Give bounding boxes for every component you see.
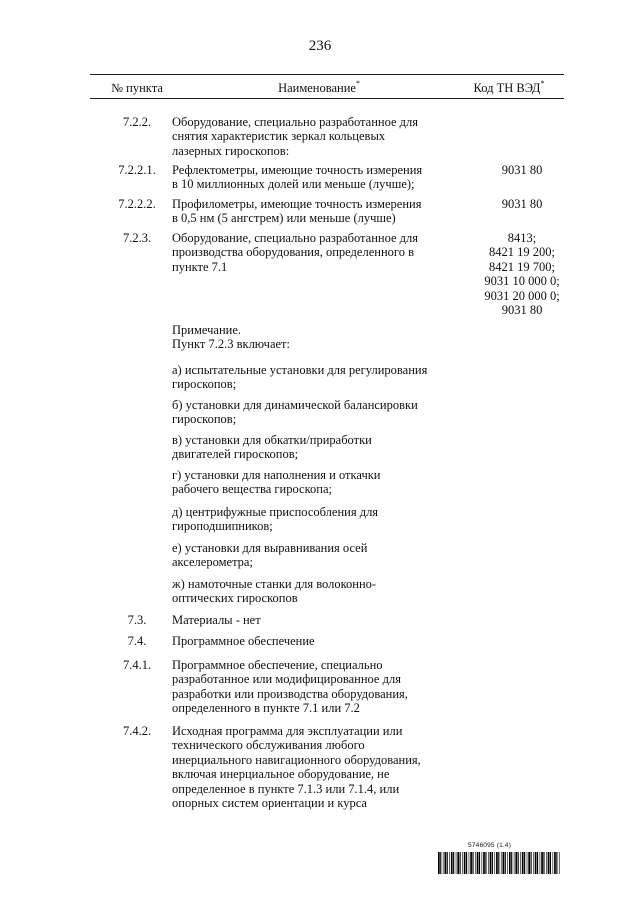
item-name-line: опорных систем ориентации и курса [172,796,367,811]
item-name-line: в) установки для обкатки/приработки [172,433,372,447]
item-name-line: гироподшипников; [172,519,273,534]
item-name-line: разработки или производства оборудования, [172,686,408,701]
header-item-number-label: № пункта [111,81,163,95]
item-name-line: Примечание. [172,323,242,337]
item-name-line: Профилометры, имеющие точность измерения [172,197,422,211]
item-number: 7.4. [127,634,147,648]
header-name [184,80,454,96]
tn-ved-code-line: 9031 80 [501,303,543,318]
tn-ved-code-line: 9031 80 [501,163,543,177]
item-name [172,658,442,716]
item-name-line: в 10 миллионных долей или меньше (лучше); [172,177,415,192]
item-name-line: гироскопов; [172,412,237,427]
tn-ved-code-line: 9031 20 000 0; [484,288,560,303]
item-name-line: б) установки для динамической балансировки [172,398,418,412]
item-number: 7.2.2.1. [118,163,156,177]
item-name-line: определенное в пункте 7.1.3 или 7.1.4, или [172,781,400,796]
item-name [172,197,442,226]
item-number: 7.2.2.2. [118,197,156,211]
header-bottom-rule [90,98,564,99]
item-name-line: Пункт 7.2.3 включает: [172,337,290,352]
barcode-image [438,852,562,874]
item-name-line: двигателей гироскопов; [172,447,299,462]
item-name-line: пункте 7.1 [172,259,228,274]
item-name [172,115,442,158]
item-name [172,613,442,627]
tn-ved-code-line: 8421 19 200; [489,245,555,260]
item-name-line: ж) намоточные станки для волоконно- [172,577,377,591]
item-name [172,231,442,274]
header-name-footnote-mark: * [355,79,360,88]
header-tn-ved-code [454,80,564,96]
item-name [172,433,442,462]
item-number: 7.2.3. [122,231,152,245]
item-number: 7.3. [127,613,147,627]
item-name-line: инерциального навигационного оборудования, [172,752,421,767]
item-name [172,724,442,810]
item-number: 7.4.1. [122,658,152,672]
item-name-line: г) установки для наполнения и откачки [172,468,381,482]
item-number: 7.2.2. [122,115,152,129]
item-name [172,398,442,427]
item-name-line: снятия характеристик зеркал кольцевых [172,129,386,144]
item-name-line: д) центрифужные приспособления для [172,505,379,519]
item-name-line: акселерометра; [172,555,253,570]
item-name-line: включая инерциальное оборудование, не [172,767,390,782]
page-number: 236 [308,38,332,54]
item-name [172,323,442,352]
item-name-line: Программное обеспечение [172,634,315,648]
item-name-line: рабочего вещества гироскопа; [172,482,332,497]
tn-ved-code-line: 8421 19 700; [489,259,555,274]
item-name-line: разработанное или модифицированное для [172,672,401,687]
item-name [172,634,442,648]
tn-ved-code-line: 9031 80 [501,197,543,211]
item-name [172,577,442,606]
item-name-line: Оборудование, специально разработанное для [172,115,419,129]
item-name-line: Материалы - нет [172,613,261,627]
item-name-line: определенного в пункте 7.1 или 7.2 [172,701,360,716]
tn-ved-code-line: 9031 10 000 0; [484,274,560,289]
item-name-line: Программное обеспечение, специально [172,658,383,672]
item-name-line: Оборудование, специально разработанное для [172,231,419,245]
item-name [172,163,442,192]
item-name-line: оптических гироскопов [172,591,298,606]
item-tn-ved-code [464,231,580,317]
item-name-line: гироскопов; [172,377,237,392]
item-name-line: технического обслуживания любого [172,738,365,753]
item-tn-ved-code [464,163,580,177]
header-name-label: Наименование [278,81,356,95]
item-name-line: в 0,5 нм (5 ангстрем) или меньше (лучше) [172,211,396,226]
item-name-line: лазерных гироскопов: [172,143,290,158]
item-name [172,505,442,534]
item-name [172,541,442,570]
header-item-number [90,80,184,96]
item-name [172,468,442,497]
item-number: 7.4.2. [122,724,152,738]
header-tn-ved-footnote-mark: * [540,79,545,88]
document-code: 5746095 (1.4) [468,842,512,849]
tn-ved-code-line: 8413; [507,231,537,245]
item-name-line: производства оборудования, определенного в [172,245,414,260]
header-tn-ved-label: Код ТН ВЭД [473,81,541,95]
header-top-rule [90,74,564,75]
item-name-line: Исходная программа для эксплуатации или [172,724,403,738]
item-tn-ved-code [464,197,580,211]
item-name-line: е) установки для выравнивания осей [172,541,368,555]
item-name [172,363,442,392]
item-name-line: а) испытательные установки для регулирования [172,363,428,377]
item-name-line: Рефлектометры, имеющие точность измерения [172,163,423,177]
